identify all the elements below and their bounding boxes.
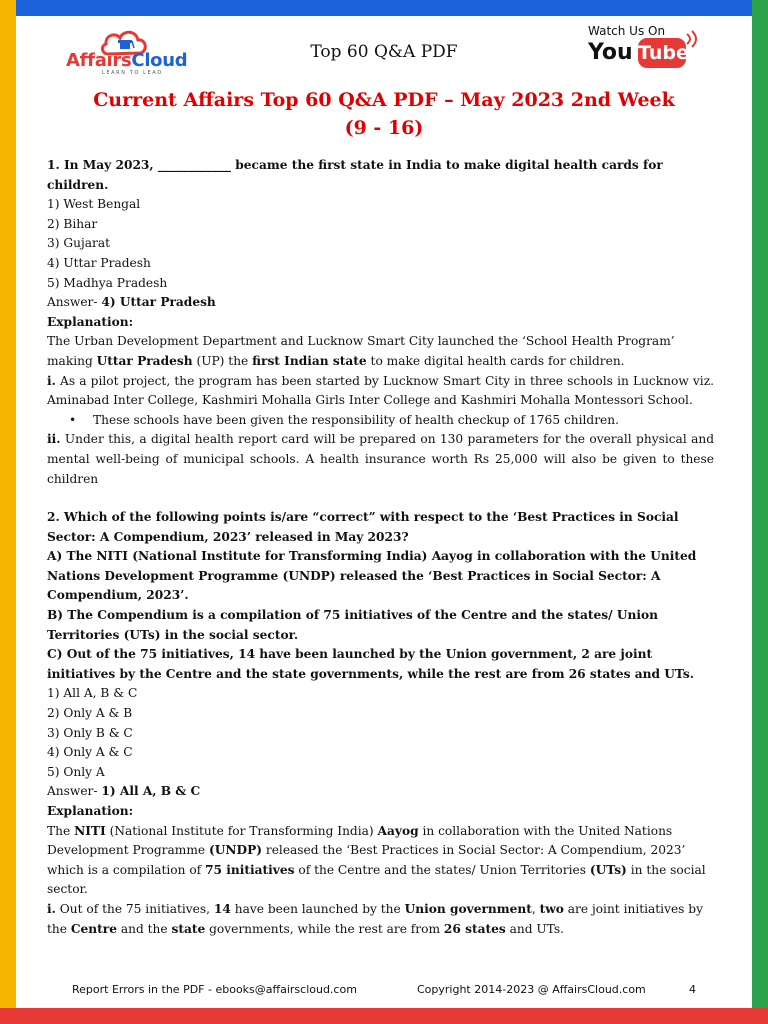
q1-explanation-3: ii. Under this, a digital health report card will be prepared on 130 parameters for the overall physical and mental well-being of municipal schools. A health insurance worth Rs 25,000 will also be given to these children (47, 432, 714, 486)
question-2: 2. Which of the following points is/are “correct” with respect to the ‘Best Practices in Social Sector: A Compendium, 2023’ released in May 2023? (47, 510, 679, 544)
q1-option-5: 5) Madhya Pradesh (47, 275, 168, 290)
q2-explanation-label: Explanation: (47, 804, 134, 818)
q2-option-3: 3) Only B & C (47, 725, 133, 740)
youtube-logo-you: You (588, 40, 633, 65)
logo-tagline: LEARN TO LEAD (102, 70, 163, 76)
q2-statement-a: A) The NITI (National Institute for Transforming India) Aayog in collaboration with the United Nations Development Programme (UNDP) released the ‘Best Practices in Social Sector: A Compendium, 2023’. (47, 549, 697, 603)
header-title: Top 60 Q&A PDF (310, 42, 458, 62)
border-top-blue (0, 0, 768, 16)
document-title-line2: (9 - 16) (344, 117, 424, 139)
youtube-watch-label: Watch Us On (588, 24, 666, 38)
q1-option-3: 3) Gujarat (47, 236, 111, 251)
q1-option-4: 4) Uttar Pradesh (47, 255, 151, 270)
border-left-yellow (0, 0, 16, 1024)
q1-answer: Answer- 4) Uttar Pradesh (47, 295, 216, 310)
logo-wordmark: AffairsCloud (66, 50, 188, 71)
border-right-green (752, 0, 768, 1024)
q2-option-2: 2) Only A & B (47, 706, 133, 721)
page-number: 4 (689, 983, 696, 996)
q1-bullet: • These schools have been given the responsibility of health checkup of 1765 children. (47, 411, 714, 431)
footer-copyright: Copyright 2014-2023 @ AffairsCloud.com (417, 983, 646, 996)
q2-option-4: 4) Only A & C (47, 745, 133, 760)
youtube-logo-icon: Tube (638, 38, 686, 68)
q1-explanation-1: The Urban Development Department and Lucknow Smart City launched the ‘School Health Program’ making Uttar Pradesh (UP) the first Indian state to make digital health cards for children. (47, 334, 675, 368)
q1-option-1: 1) West Bengal (47, 197, 141, 212)
q2-statement-b: B) The Compendium is a compilation of 75 initiatives of the Centre and the states/ Union Territories (UTs) in the social sector. (47, 608, 658, 642)
q2-option-1: 1) All A, B & C (47, 686, 138, 701)
document-title (0, 86, 768, 142)
document-body (47, 156, 714, 939)
q2-statement-c: C) Out of the 75 initiatives, 14 have been launched by the Union government, 2 are joint initiatives by the Centre and the state governments, while the rest are from 26 states and UTs. (47, 647, 694, 681)
footer-report-errors: Report Errors in the PDF - ebooks@affairscloud.com (72, 983, 357, 996)
q1-explanation-label: Explanation: (47, 314, 134, 329)
q2-answer: Answer- 1) All A, B & C (47, 784, 201, 799)
q2-explanation-1: The NITI (National Institute for Transforming India) Aayog in collaboration with the United Nations Development Programme (UNDP) released the ‘Best Practices in Social Sector: A Compendium, 2023’ which is a compilation of 75 initiatives of the Centre and the states/ Union Territories (UTs) in the social sector. (47, 823, 706, 897)
signal-waves-icon (684, 28, 702, 50)
border-bottom-red (0, 1008, 768, 1024)
q2-explanation-2: i. Out of the 75 initiatives, 14 have been launched by the Union government, two are joint initiatives by the Centre and the state governments, while the rest are from 26 states and UTs. (47, 901, 703, 936)
question-1: 1. In May 2023, ____________ became the first state in India to make digital health cards for children. (47, 158, 663, 192)
document-title-line1: Current Affairs Top 60 Q&A PDF – May 2023 2nd Week (93, 89, 675, 111)
q1-option-2: 2) Bihar (47, 216, 98, 231)
q1-explanation-2: i. As a pilot project, the program has been started by Lucknow Smart City in three schools in Lucknow viz. Aminabad Inter College, Kashmiri Mohalla Girls Inter College and Kashmiri Mohalla Montessori School. (47, 373, 714, 408)
q2-option-5: 5) Only A (47, 764, 105, 779)
